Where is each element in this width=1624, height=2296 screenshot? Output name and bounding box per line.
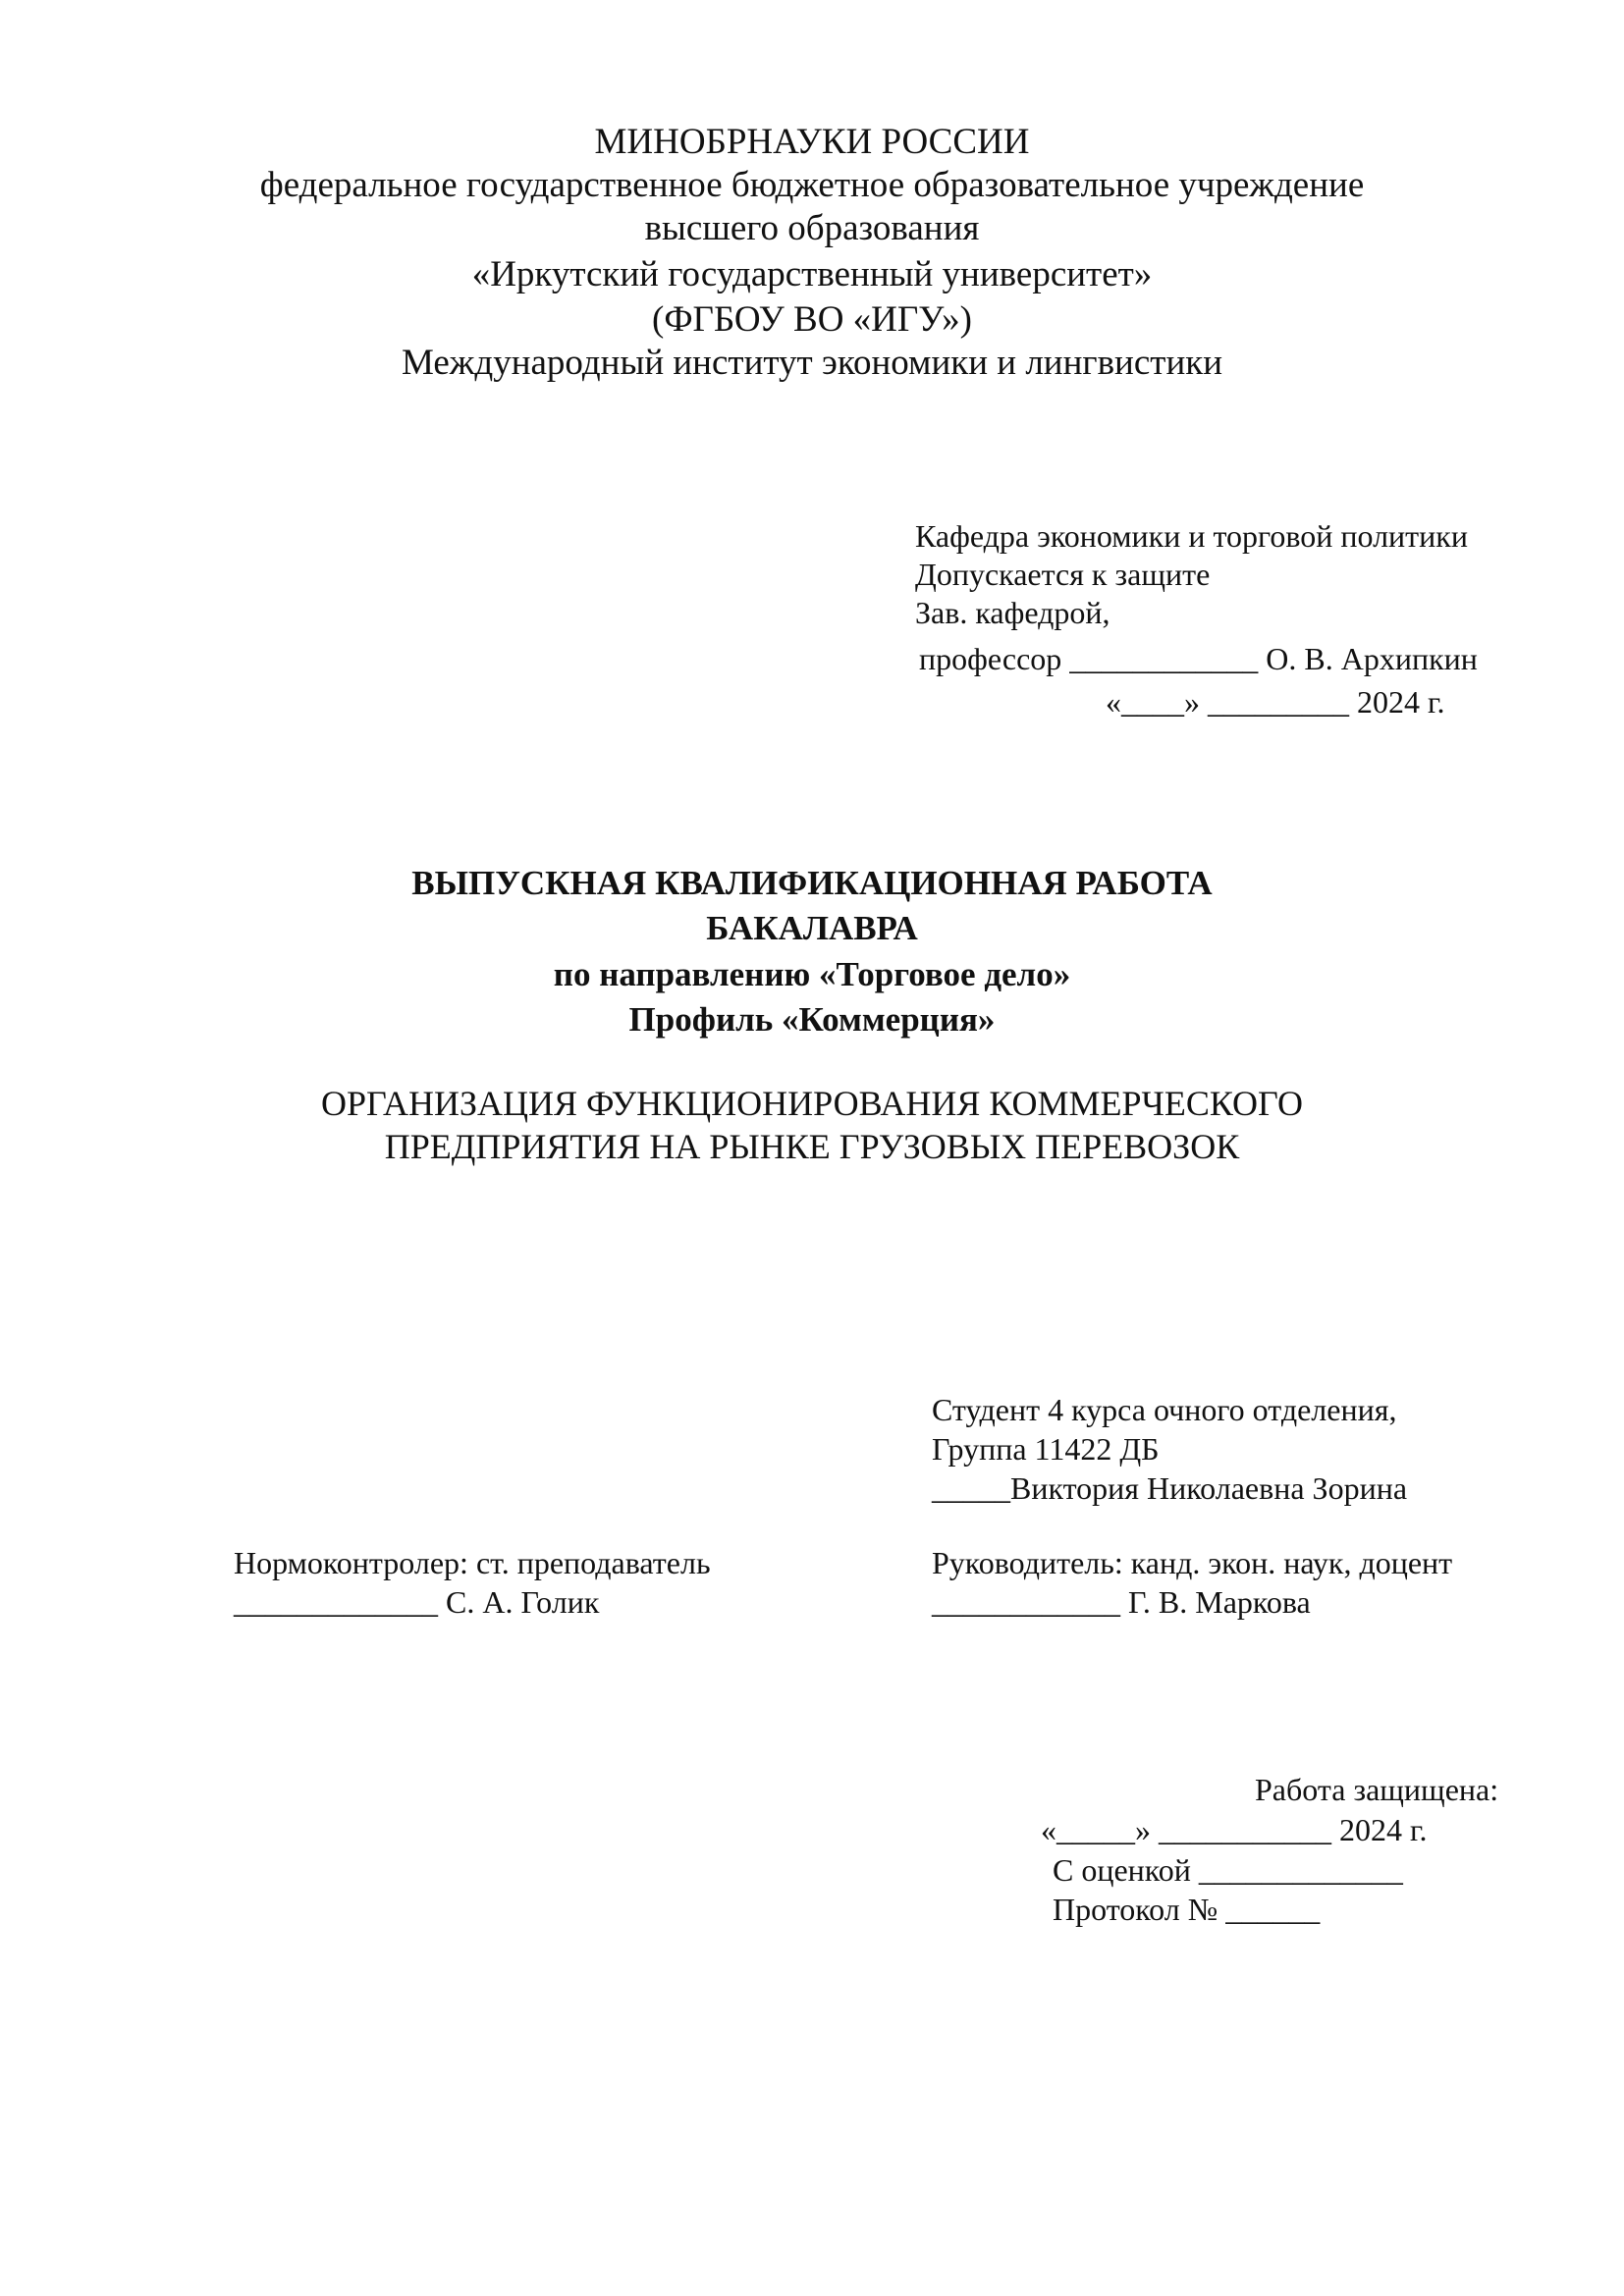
approval-date: «____» _________ 2024 г. [1106,684,1445,720]
student-name: _____Виктория Николаевна Зорина [932,1470,1408,1506]
student-course: Студент 4 курса очного отделения, [932,1392,1397,1427]
profile: Профиль «Коммерция» [628,1000,996,1039]
university-abbreviation: (ФГБОУ ВО «ИГУ») [652,299,972,340]
topic-line2: ПРЕДПРИЯТИЯ НА РЫНКЕ ГРУЗОВЫХ ПЕРЕВОЗОК [384,1127,1240,1166]
supervisor-title: Руководитель: канд. экон. наук, доцент [932,1545,1453,1580]
university-name: «Иркутский государственный университет» [471,254,1153,294]
institution-type: федеральное государственное бюджетное образовательное учреждение [259,165,1365,205]
supervisor-signature: ____________ Г. В. Маркова [932,1584,1311,1620]
ministry-name: МИНОБРНАУКИ РОССИИ [594,122,1030,162]
student-group: Группа 11422 ДБ [932,1431,1160,1467]
defense-date: «_____» ___________ 2024 г. [1041,1812,1428,1847]
normcontroller-title: Нормоконтролер: ст. преподаватель [234,1545,711,1580]
work-type-line1: ВЫПУСКНАЯ КВАЛИФИКАЦИОННАЯ РАБОТА [411,864,1213,902]
admitted-to-defense: Допускается к защите [915,557,1211,592]
defense-status: Работа защищена: [1255,1772,1499,1807]
direction: по направлению «Торговое дело» [553,955,1071,993]
head-of-department-signature: профессор ____________ О. В. Архипкин [919,641,1478,676]
head-of-department-title: Зав. кафедрой, [915,595,1110,630]
normcontroller-signature: _____________ С. А. Голик [234,1584,600,1620]
topic-line1: ОРГАНИЗАЦИЯ ФУНКЦИОНИРОВАНИЯ КОММЕРЧЕСКОГО [321,1084,1303,1123]
work-type-line2: БАКАЛАВРА [706,909,918,947]
organization-header [0,0,1624,393]
institute-name: Международный институт экономики и лингвистики [401,343,1223,383]
department-name: Кафедра экономики и торговой политики [915,518,1468,554]
defense-grade: С оценкой _____________ [1053,1852,1403,1888]
defense-protocol: Протокол № ______ [1053,1892,1321,1927]
education-level: высшего образования [644,208,980,248]
